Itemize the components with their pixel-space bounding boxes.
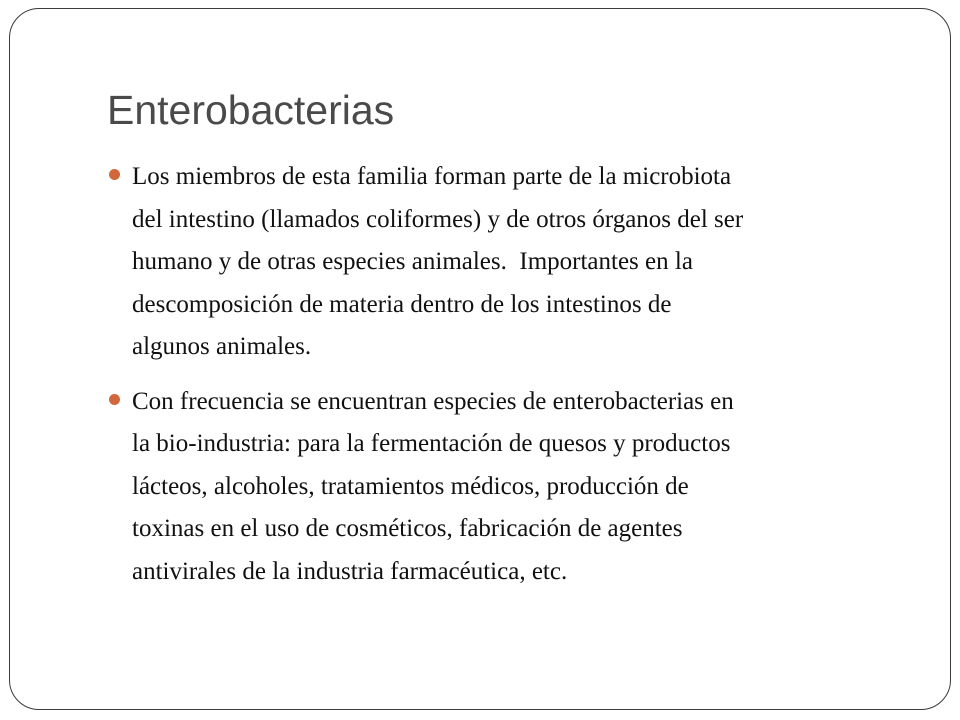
bullet-1-line-2: del intestino (llamados coliformes) y de otros órganos del ser xyxy=(132,205,744,233)
bullet-1-line-4: descomposición de materia dentro de los intestinos de xyxy=(132,290,672,318)
bullet-dot-icon xyxy=(109,169,120,180)
bullet-1-line-3: humano y de otras especies animales. Importantes en la xyxy=(132,248,693,275)
bullet-2-line-1: Con frecuencia se encuentran especies de enterobacterias en xyxy=(132,387,734,415)
bullet-list xyxy=(107,156,907,605)
bullet-1-line-5: algunos animales. xyxy=(132,333,312,360)
slide-title: Enterobacterias xyxy=(107,87,395,133)
bullet-2-line-4: toxinas en el uso de cosméticos, fabricación de agentes xyxy=(132,515,683,542)
bullet-1-line-1: Los miembros de esta familia forman parte de la microbiota xyxy=(132,163,732,190)
bullet-2-line-5: antivirales de la industria farmacéutica, etc. xyxy=(132,557,568,585)
bullet-dot-icon xyxy=(109,394,120,405)
bullet-item-1 xyxy=(107,156,907,369)
bullet-2-line-2: la bio-industria: para la fermentación de quesos y productos xyxy=(132,430,731,457)
bullet-text-2 xyxy=(132,381,907,594)
bullet-2-line-3: lácteos, alcoholes, tratamientos médicos, producción de xyxy=(132,472,689,500)
bullet-item-2 xyxy=(107,381,907,594)
bullet-text-1 xyxy=(132,156,907,369)
